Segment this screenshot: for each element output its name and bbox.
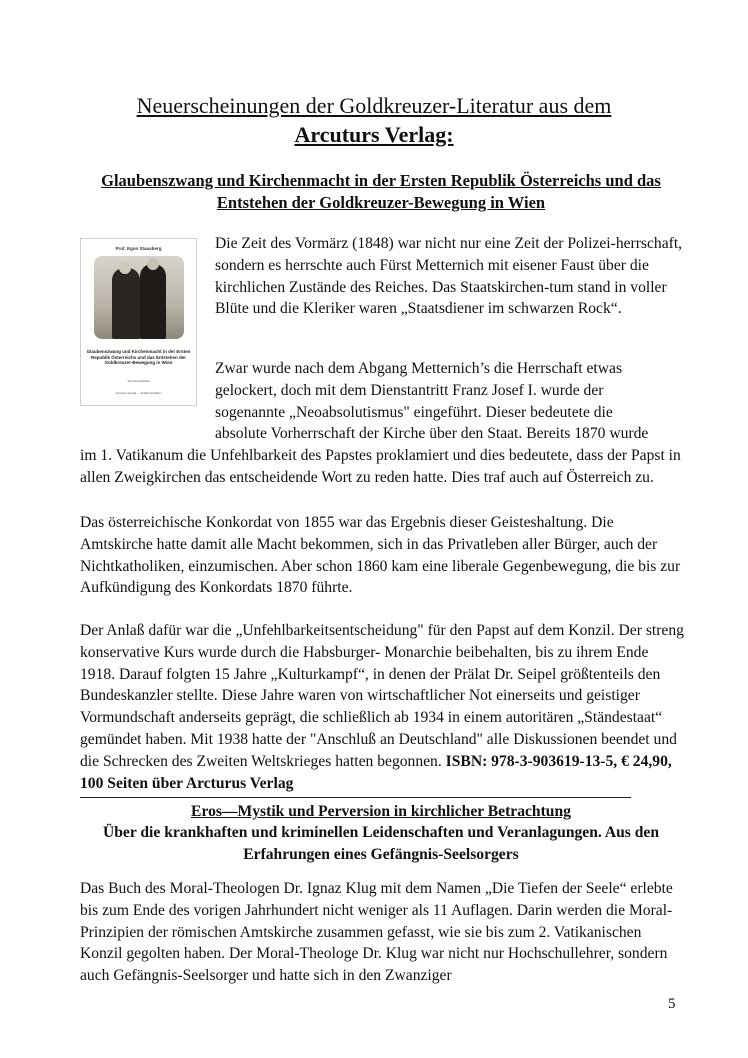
book1-order-info: ISBN: 978-3-903619-13-5, € 24,90, 100 Seiten über Arcturus Verlag bbox=[80, 752, 672, 792]
page-number: 5 bbox=[668, 996, 676, 1012]
cover-figure-right bbox=[140, 264, 166, 339]
page-title-publisher: Arcuturs Verlag: bbox=[294, 122, 454, 147]
book1-cover-image bbox=[80, 238, 197, 406]
book2-subtitle: Über die krankhaften und kriminellen Leidenschaften und Veranlagungen. Aus den Erfahrungen eines Gefängnis-Seelsorgers bbox=[102, 824, 659, 863]
book2-title: Eros—Mystik und Perversion in kirchlicher Betrachtung bbox=[191, 803, 571, 820]
cover-figure-left bbox=[112, 268, 140, 339]
p2-line-2: gelockert, doch mit dem Dienstantritt Franz Josef I. wurde der bbox=[215, 381, 604, 399]
p4-text: Der Anlaß dafür war die „Unfehlbarkeitsentscheidung" für den Papst auf dem Konzil. Der streng konservative Kurs wurde durch die Habsburger- Monarchie beibehalten, bis zu ihrem Ende 1918. Darauf folgten 15 Jahre „Kulturkampf“, in denen der Prälat Dr. Seipel größtenteils den Bundeskanzler stellte. Diese Jahre waren von wirtschaftlicher Not einerseits und geistiger Vormundschaft anderseits geprägt, die schließlich ab 1934 in einem autoritären „Ständestaat“ gemündet haben. Mit 1938 hatte der "Anschluß an Deutschland" alle Diskussionen beendet und die Schrecken des Zweiten Weltskrieges hatten begonnen. bbox=[80, 622, 684, 770]
section-divider bbox=[80, 797, 631, 798]
cover-figure-left-head bbox=[119, 262, 131, 274]
book2-paragraph-1: Das Buch des Moral-Theologen Dr. Ignaz Klug mit dem Namen „Die Tiefen der Seele“ erlebte bis zum Ende des vorigen Jahrhundert nicht weniger als 11 Auflagen. Darin werden die Moral-Prinzipien der römischen Amtskirche zusammen gefasst, wie sie bis zum 2. Vatikanischen Konzil gegolten haben. Der Moral-Theologe Dr. Klug war nicht nur Hochschullehrer, sondern auch Gefängnis-Seelsorger und hatte sich in den Zwanziger bbox=[80, 880, 673, 985]
book1-paragraph-4 bbox=[80, 620, 684, 794]
book1-paragraph-2-rest: im 1. Vatikanum die Unfehlbarkeit des Papstes proklamiert und dies bedeutete, dass der Papst in allen Zweigkirchen das entscheidende Wort zu reden hatte. Dies traf auch auf Österreich zu. bbox=[80, 447, 681, 486]
cover-figure-right-head bbox=[147, 258, 159, 270]
cover-publisher: Arcturus Verlag — Erdölt Schöffen bbox=[115, 391, 162, 395]
cover-photo bbox=[94, 256, 184, 339]
book1-paragraph-2-float bbox=[215, 358, 684, 445]
book1-paragraph-1: Die Zeit des Vormärz (1848) war nicht nur eine Zeit der Polizei-herrschaft, sondern es herrschte auch Fürst Metternich mit eisener Faust über die kirchlichen Zustände des Reiches. Das Staatskirchen-tum stand in voller Blüte und die Kleriker waren „Staatsdiener im schwarzen Rock“. bbox=[215, 235, 683, 318]
cover-subtitle: Sternenbeilstück bbox=[127, 379, 150, 383]
p2-line-3: sogenannte „Neoabsolutismus" eingeführt. Dieser bedeutete die bbox=[215, 403, 613, 421]
book1-paragraph-3: Das österreichische Konkordat von 1855 war das Ergebnis dieser Geisteshaltung. Die Amtskirche hatte damit alle Macht bekommen, sich in das Privatleben aller Bürger, auch der Nichtkatholiken, einzumischen. Aber schon 1860 kam eine liberale Gegenbewegung, die bis zur Aufkündigung des Konkordats 1870 führte. bbox=[80, 514, 681, 597]
cover-author: Prof. Egon Stausberg bbox=[115, 246, 162, 251]
p2-line-4: absolute Vorherrschaft der Kirche über den Staat. Bereits 1870 wurde bbox=[215, 425, 649, 443]
book1-heading: Glaubenszwang und Kirchenmacht in der Ersten Republik Österreichs und das Entstehen der Goldkreuzer-Bewegung in Wien bbox=[101, 171, 661, 212]
cover-title: Glaubenszwang und Kirchenmacht in der Ersten Republik Österreichs und das Entstehen der Goldkreuzer-Bewegung in Wien bbox=[86, 349, 191, 365]
p2-line-1: Zwar wurde nach dem Abgang Metternich’s die Herrschaft etwas bbox=[215, 360, 623, 377]
page-title-line1: Neuerscheinungen der Goldkreuzer-Literatur aus dem bbox=[136, 93, 612, 118]
